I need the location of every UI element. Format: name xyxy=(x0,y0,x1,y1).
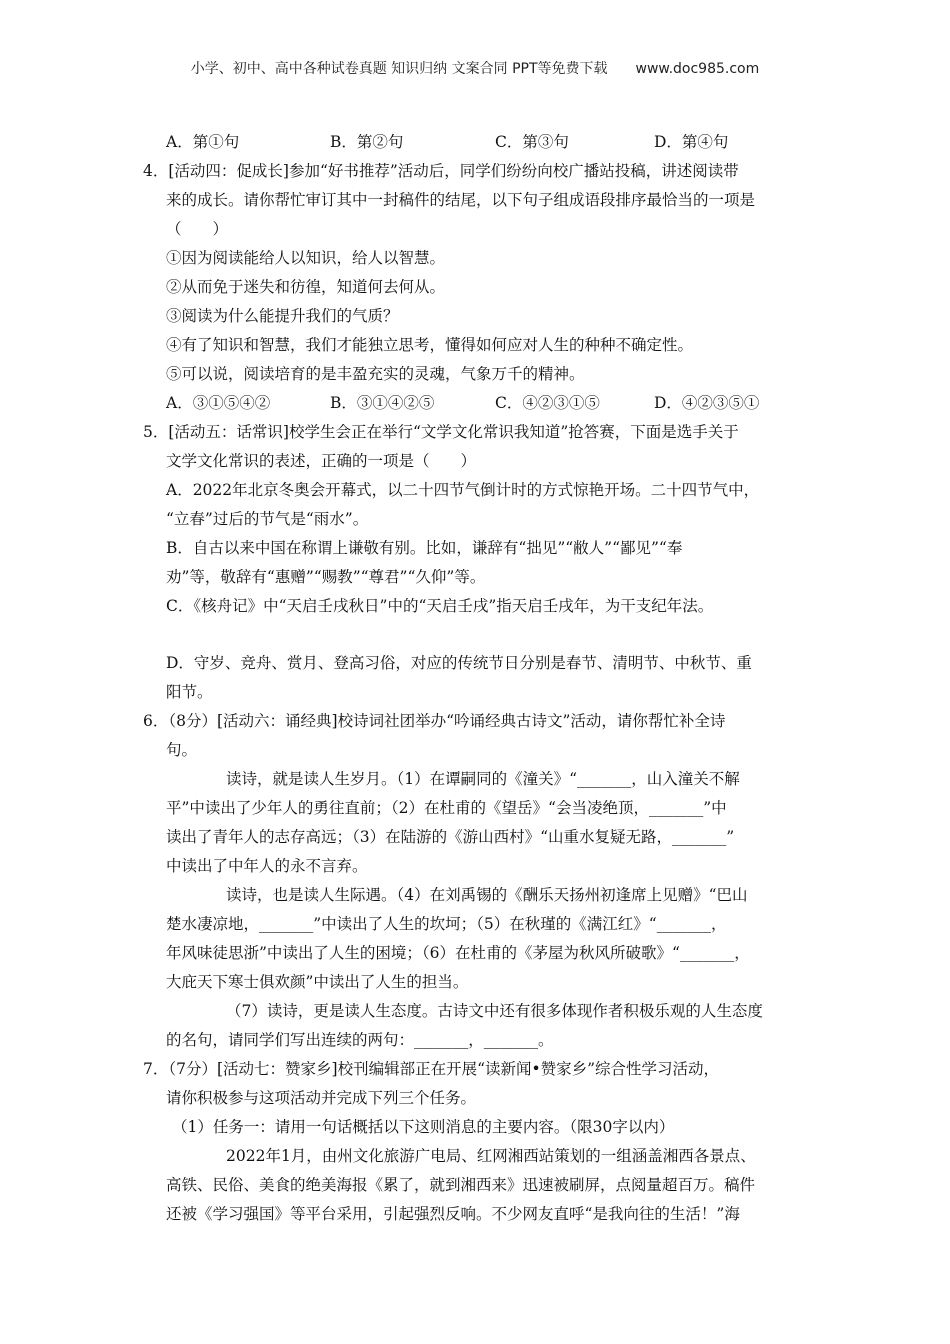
q6-stem-line: 句。 xyxy=(166,741,198,759)
q4-option-d: D．④②③⑤① xyxy=(654,394,760,412)
q7-task-1: （1）任务一：请用一句话概括以下这则消息的主要内容。（限30字以内） xyxy=(172,1118,675,1136)
q6-paragraph-line: 年风味徒思浙”中读出了人生的困境；（6）在杜甫的《茅屋为秋风所破歌》“_______， xyxy=(166,944,750,962)
q4-answer-blank: （ ） xyxy=(166,220,229,238)
q6-paragraph-line: 读诗，就是读人生岁月。（1）在谭嗣同的《潼关》“_______，山入潼关不解 xyxy=(226,770,740,788)
q7-news-line: 还被《学习强国》等平台采用，引起强烈反响。不少网友直呼“是我向往的生活！”海 xyxy=(166,1205,740,1223)
q6-paragraph-line: 平”中读出了少年人的勇往直前；（2）在杜甫的《望岳》“会当凌绝顶，_______”中 xyxy=(166,799,727,817)
q5-option-b: B．自古以来中国在称谓上谦敬有别。比如，谦辞有“拙见”“敝人”“鄙见”“奉 xyxy=(166,539,683,557)
header-title: 小学、初中、高中各种试卷真题 知识归纳 文案合同 PPT等免费下载 xyxy=(190,61,608,77)
q6-paragraph-line: 中读出了中年人的永不言弃。 xyxy=(166,857,368,875)
q4-stem-line: 来的成长。请你帮忙审订其中一封稿件的结尾，以下句子组成语段排序最恰当的一项是 xyxy=(166,191,756,209)
q5-stem-line: 5．[活动五：话常识]校学生会正在举行“文学文化常识我知道”抢答赛，下面是选手关于 xyxy=(143,423,739,441)
q4-sentence-5: ⑤可以说，阅读培育的是丰盈充实的灵魂，气象万千的精神。 xyxy=(166,365,585,383)
q3-option-c: C．第③句 xyxy=(495,133,569,151)
page-header xyxy=(0,58,950,78)
q5-option-a: A．2022年北京冬奥会开幕式，以二十四节气倒计时的方式惊艳开场。二十四节气中， xyxy=(166,481,760,499)
q6-paragraph-line: 读出了青年人的志存高远；（3）在陆游的《游山西村》“山重水复疑无路，_______” xyxy=(166,828,735,846)
q5-option-b-cont: 劝”等，敬辞有“惠赠”“赐教”“尊君”“久仰”等。 xyxy=(166,568,486,586)
q6-paragraph-line: 的名句，请同学们写出连续的两句：_______，_______。 xyxy=(166,1031,554,1049)
header-site-link[interactable]: www.doc985.com xyxy=(635,61,760,77)
q4-option-b: B．③①④②⑤ xyxy=(330,394,435,412)
q4-sentence-3: ③阅读为什么能提升我们的气质？ xyxy=(166,307,399,325)
q5-option-d: D．守岁、竞舟、赏月、登高习俗，对应的传统节日分别是春节、清明节、中秋节、重 xyxy=(166,654,752,672)
q5-option-a-cont: “立春”过后的节气是“雨水”。 xyxy=(166,510,369,528)
q4-sentence-1: ①因为阅读能给人以知识，给人以智慧。 xyxy=(166,249,446,267)
q5-option-d-cont: 阳节。 xyxy=(166,683,213,701)
q6-paragraph-line: 大庇天下寒士俱欢颜”中读出了人生的担当。 xyxy=(166,973,469,991)
q5-stem-line: 文学文化常识的表述，正确的一项是（ ） xyxy=(166,452,477,470)
q7-news-line: 2022年1月，由州文化旅游广电局、红网湘西站策划的一组涵盖湘西各景点、 xyxy=(226,1147,756,1165)
q4-sentence-2: ②从而免于迷失和彷徨，知道何去何从。 xyxy=(166,278,446,296)
q6-paragraph-line: 读诗，也是读人生际遇。（4）在刘禹锡的《酬乐天扬州初逢席上见赠》“巴山 xyxy=(226,886,748,904)
q6-paragraph-line: 楚水凄凉地，_______”中读出了人生的坎坷；（5）在秋瑾的《满江红》“_______， xyxy=(166,915,727,933)
q4-stem-line: 4．[活动四：促成长]参加“好书推荐”活动后，同学们纷纷向校广播站投稿，讲述阅读带 xyxy=(143,162,739,180)
q3-option-b: B．第②句 xyxy=(330,133,404,151)
q7-stem-line: 请你积极参与这项活动并完成下列三个任务。 xyxy=(166,1089,477,1107)
q3-option-a: A．第①句 xyxy=(166,133,240,151)
q7-news-line: 高铁、民俗、美食的绝美海报《累了，就到湘西来》迅速被刷屏，点阅量超百万。稿件 xyxy=(166,1176,756,1194)
q6-paragraph-line: （7）读诗，更是读人生态度。古诗文中还有很多体现作者积极乐观的人生态度 xyxy=(226,1002,763,1020)
q5-option-c: C．《核舟记》中“天启壬戌秋日”中的“天启壬戌”指天启壬戌年，为干支纪年法。 xyxy=(166,597,714,615)
q7-stem-line: 7．（7分）[活动七：赞家乡]校刊编辑部正在开展“读新闻•赞家乡”综合性学习活动， xyxy=(143,1060,720,1078)
q4-option-c: C．④②③①⑤ xyxy=(495,394,600,412)
q3-option-d: D．第④句 xyxy=(654,133,729,151)
q4-sentence-4: ④有了知识和智慧，我们才能独立思考，懂得如何应对人生的种种不确定性。 xyxy=(166,336,694,354)
q6-stem-line: 6．（8分）[活动六：诵经典]校诗词社团举办“吟诵经典古诗文”活动，请你帮忙补全诗 xyxy=(143,712,726,730)
q4-option-a: A．③①⑤④② xyxy=(166,394,271,412)
